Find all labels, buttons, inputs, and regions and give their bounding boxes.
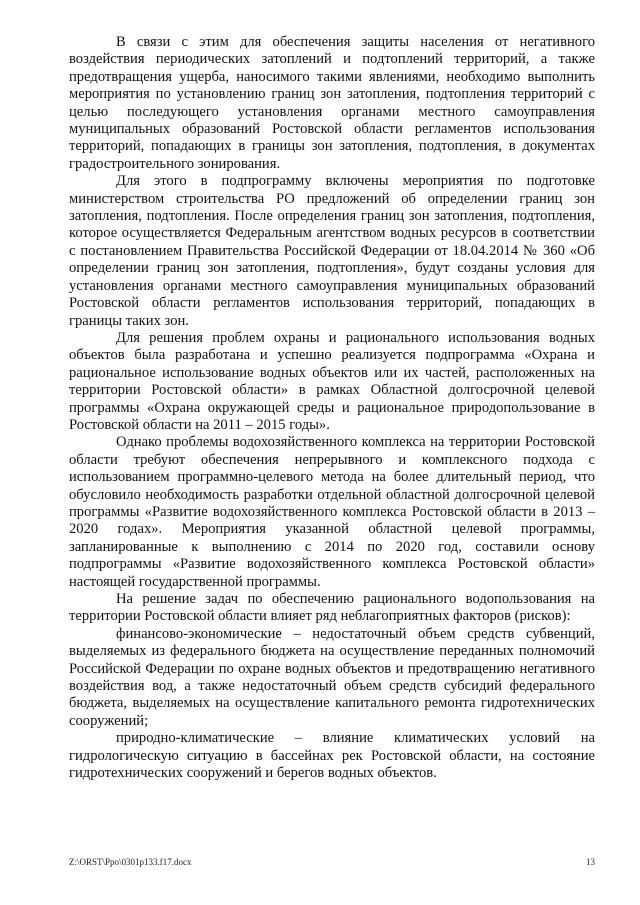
paragraph: природно-климатические – влияние климатических условий на гидрологическую ситуацию в бассейнах рек Ростовской области, на состояние гидротехнических сооружений и берегов водных объектов. <box>69 730 595 782</box>
paragraph: Для решения проблем охраны и рационального использования водных объектов была разработана и успешно реализуется подпрограмма «Охрана и рациональное использование водных объектов или их частей, расположенных на территории Ростовской области» в рамках Областной долгосрочной целевой программы «Охрана окружающей среды и рациональное природопользование в Ростовской области на 2011 – 2015 годы». <box>69 329 595 433</box>
paragraph: На решение задач по обеспечению рационального водопользования на территории Ростовской области влияет ряд неблагоприятных факторов (рисков): <box>69 591 595 625</box>
document-body <box>69 34 595 782</box>
paragraph: В связи с этим для обеспечения защиты населения от негативного воздействия периодических затоплений и подтоплений территорий, а также предотвращения ущерба, наносимого такими явлениями, необходимо выполнить мероприятия по установлению границ зон затопления, подтопления территорий с целью последующего установления органами местного самоуправления муниципальных образований Ростовской области регламентов использования территорий, попадающих в границы зон затопления, подтопления, в документах градостроительного зонирования. <box>69 34 595 172</box>
paragraph: Для этого в подпрограмму включены мероприятия по подготовке министерством строительства РО предложений об определении границ зон затопления, подтопления. После определения границ зон затопления, подтопления, которое осуществляется Федеральным агентством водных ресурсов в соответствии с постановлением Правительства Российской Федерации от 18.04.2014 № 360 «Об определении границ зон затопления, подтопления», будут созданы условия для установления органами местного самоуправления муниципальных образований Ростовской области регламентов использования территорий, попадающих в границы таких зон. <box>69 173 595 329</box>
paragraph: Однако проблемы водохозяйственного комплекса на территории Ростовской области требуют обеспечения непрерывного и комплексного подхода с использованием программно-целевого метода на более длительный период, что обусловило необходимость разработки отдельной областной долгосрочной целевой программы «Развитие водохозяйственного комплекса Ростовской области в 2013 – 2020 годах». Мероприятия указанной областной целевой программы, запланированные к выполнению с 2014 по 2020 год, составили основу подпрограммы «Развитие водохозяйственного комплекса Ростовской области» настоящей государственной программы. <box>69 434 595 590</box>
page-number: 13 <box>586 857 595 867</box>
paragraph: финансово-экономические – недостаточный объем средств субвенций, выделяемых из федерального бюджета на осуществление переданных полномочий Российской Федерации по охране водных объектов и предотвращению негативного воздействия вод, а также недостаточный объем средств субсидий федерального бюджета, выделяемых на осуществление капитального ремонта гидротехнических сооружений; <box>69 625 595 729</box>
footer-file-path: Z:\ORST\Ppo\0301p133.f17.docx <box>69 857 192 867</box>
